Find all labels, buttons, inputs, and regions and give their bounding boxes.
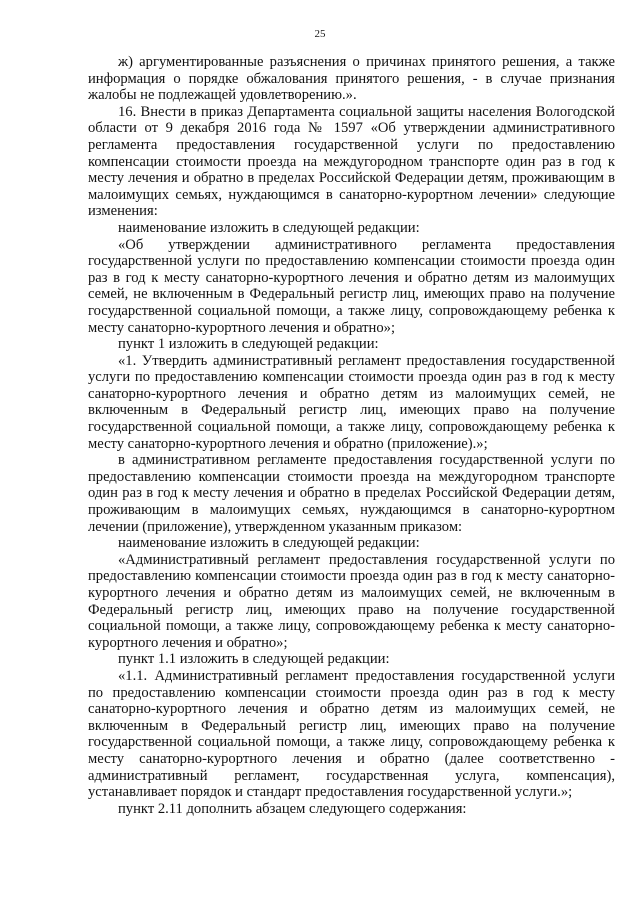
paragraph-point-1-1-text: «1.1. Административный регламент предоставления государственной услуги по предоставлению компенсации стоимости проезда один раз в год к месту санаторно-курортного лечения и обратно детям из малоимущих семей, не включенным в Федеральный регистр лиц, имеющих право на получение государственной социальной помощи, а также лицу, сопровождающему ребенка к месту санаторно-курортного лечения и обратно (далее соответственно - административный регламент, государственная услуга, компенсация), устанавливает порядок и стандарт предоставления государственной услуги.»; bbox=[88, 667, 615, 801]
document-body bbox=[88, 54, 615, 817]
paragraph-item-zh: ж) аргументированные разъяснения о причинах принятого решения, а также информация о порядке обжалования принятого решения, - в случае признания жалобы не подлежащей удовлетворению.». bbox=[88, 54, 615, 104]
paragraph-regulation-new-title: «Административный регламент предоставления государственной услуги по предоставлению компенсации стоимости проезда один раз в год к месту санаторно-курортного лечения и обратно детям из малоимущих семей, не включенным в Федеральный регистр лиц, имеющих право на получение государственной социальной помощи, а также лицу, сопровождающему ребенка к месту санаторно-курортного лечения и обратно»; bbox=[88, 551, 615, 651]
paragraph-point-1-1-instruction: пункт 1.1 изложить в следующей редакции: bbox=[118, 651, 390, 668]
paragraph-regulation-title-instruction: наименование изложить в следующей редакции: bbox=[118, 535, 420, 552]
paragraph-new-title: «Об утверждении административного регламента предоставления государственной услуги по предоставлению компенсации стоимости проезда один раз в год к месту санаторно-курортного лечения и обратно детям из малоимущих семей, не включенным в Федеральный регистр лиц, имеющих право на получение государственной социальной помощи, а также лицу, сопровождающему ребенка к месту санаторно-курортного лечения и обратно»; bbox=[88, 236, 615, 336]
paragraph-title-instruction: наименование изложить в следующей редакции: bbox=[118, 219, 420, 236]
paragraph-clause-16: 16. Внести в приказ Департамента социальной защиты населения Вологодской области от 9 декабря 2016 года № 1597 «Об утверждении административного регламента предоставления государственной услуги по предоставлению компенсации стоимости проезда на междугородном транспорте один раз в год к месту лечения и обратно в пределах Российской Федерации детям, проживающим в малоимущих семьях, нуждающимся в санаторно-курортном лечении» следующие изменения: bbox=[88, 103, 615, 220]
paragraph-point-1-instruction: пункт 1 изложить в следующей редакции: bbox=[118, 336, 379, 353]
paragraph-point-2-11-instruction: пункт 2.11 дополнить абзацем следующего содержания: bbox=[118, 800, 467, 817]
paragraph-regulation-intro: в административном регламенте предоставления государственной услуги по предоставлению компенсации стоимости проезда на междугородном транспорте один раз в год к месту лечения и обратно в пределах Российской Федерации детям, проживающим в малоимущих семьях, нуждающимся в санаторно-курортном лечении (приложение), утвержденном указанным приказом: bbox=[88, 452, 615, 535]
paragraph-point-1-text: «1. Утвердить административный регламент предоставления государственной услуги по предоставлению компенсации стоимости проезда один раз в год к месту санаторно-курортного лечения и обратно детям из малоимущих семей, не включенным в Федеральный регистр лиц, имеющих право на получение государственной социальной помощи, а также лицу, сопровождающему ребенка к месту санаторно-курортного лечения и обратно (приложение).»; bbox=[88, 352, 615, 452]
page-number: 25 bbox=[314, 28, 326, 40]
